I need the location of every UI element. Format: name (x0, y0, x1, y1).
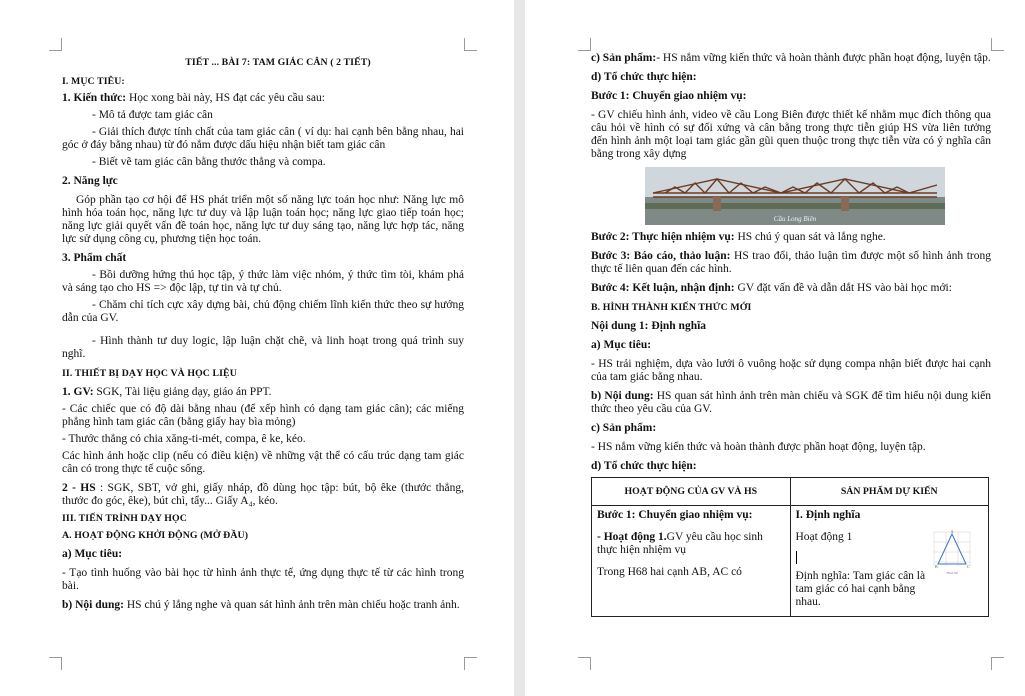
product-line (591, 52, 991, 65)
page-corner-mark (991, 38, 1004, 51)
step3-line (591, 250, 991, 276)
step3-text: HS trao đổi, thảo luận tìm được một số hình ảnh trong thực tế liên quan đến các hình. (591, 250, 991, 275)
cell-activity-label: - Hoạt động 1. (597, 531, 667, 543)
teacher-label: 1. GV: (62, 386, 94, 398)
vertex-label-b: B (935, 564, 938, 569)
knowledge-item: - Mô tả được tam giác cân (92, 109, 213, 121)
product-label: c) Sản phẩm: (591, 52, 657, 64)
student-line (62, 482, 464, 508)
quality-item: - Bồi dưỡng hứng thú học tập, ý thức làm việc nhóm, ý thức tìm tòi, khám phá và sáng tạo cho HS => độc lập, tự tin và tự chủ. (62, 269, 464, 294)
vertex-label-a: A (950, 529, 954, 534)
step1-text: - GV chiếu hình ảnh, video về cầu Long Biên được thiết kế nhằm mục đích thông qua câu hỏi về hình có sự đối xứng và cân bằng trong thực tiễn giúp HS vừa liên tưởng đến hình ảnh một loại tam giác gần gũi quen thuộc trong thực tiễn vừa có ý nghĩa cân bằng trong xây dựng (591, 109, 991, 160)
cell-activity-line (597, 531, 785, 557)
objective-text: - HS trải nghiệm, dựa vào lưới ô vuông hoặc sử dụng compa nhận biết được hai cạnh của tam giác bằng nhau. (591, 358, 991, 383)
quality-item: - Hình thành tư duy logic, lập luận chặt chẽ, và linh hoạt trong quá trình suy nghĩ. (62, 335, 464, 360)
knowledge-line (62, 92, 464, 105)
objective-text: - Tạo tình huống vào bài học từ hình ảnh thực tế, ứng dụng thực tế từ các hình trong bài. (62, 567, 464, 592)
page-corner-mark (991, 657, 1004, 670)
page-corner-mark (49, 38, 62, 51)
step1-label: Bước 1: Chuyển giao nhiệm vụ: (591, 90, 747, 102)
section-heading-new-knowledge: B. HÌNH THÀNH KIẾN THỨC MỚI (591, 302, 752, 313)
content-label: b) Nội dung: (62, 599, 124, 611)
document-page-right (525, 0, 1025, 696)
section-heading-equipment: II. THIẾT BỊ DẠY HỌC VÀ HỌC LIỆU (62, 368, 237, 379)
knowledge-item: - Giải thích được tính chất của tam giác cân ( ví dụ: hai cạnh bên bằng nhau, hai góc ở đáy bằng nhau) từ đó nắm được dấu hiệu nhận biết tam giác cân (62, 126, 464, 151)
right-page-content (591, 52, 991, 617)
cell-h68-line: Trong H68 hai cạnh AB, AC có (597, 566, 742, 578)
knowledge-item: - Biết vẽ tam giác cân bằng thước thẳng và compa. (92, 156, 326, 168)
page-corner-mark (464, 657, 477, 670)
step2-line (591, 231, 991, 244)
product-text: - HS nắm vững kiến thức và hoàn thành được phần hoạt động, luyện tập. (591, 441, 926, 453)
left-page-content (62, 56, 464, 612)
figure-caption: Hình 68 (946, 571, 958, 575)
teacher-item: - Các chiếc que có độ dài bằng nhau (để xếp hình có dạng tam giác cân); các miếng phẳng hình tam giác cân (bằng giấy hay bìa mỏng) (62, 403, 464, 428)
content-line (591, 390, 991, 416)
step3-label: Bước 3: Báo cáo, thảo luận: (591, 250, 731, 262)
bridge-caption: Cầu Long Biên (773, 215, 817, 223)
page-corner-mark (578, 657, 591, 670)
vertex-label-c: C (967, 564, 970, 569)
teacher-text: SGK, Tài liệu giảng dạy, giáo án PPT. (93, 386, 272, 398)
organize-label: d) Tổ chức thực hiện: (591, 71, 697, 83)
section-heading-objectives: I. MỤC TIÊU: (62, 76, 125, 87)
knowledge-text: Học xong bài này, HS đạt các yêu cầu sau: (126, 92, 325, 104)
content-text: HS quan sát hình ảnh trên màn chiếu và SGK để tìm hiểu nội dung kiến thức theo yêu cầu của GV. (591, 390, 991, 415)
student-text: : SGK, SBT, vở ghi, giấy nháp, đồ dùng học tập: bút, bộ êke (thước thẳng, thước đo góc, êke), bút chì, tẩy... Giấy A₄, kéo. (62, 482, 464, 507)
quality-heading: 3. Phẩm chất (62, 252, 127, 264)
table-cell-product (790, 506, 989, 617)
page-corner-mark (49, 657, 62, 670)
objective-label: a) Mục tiêu: (591, 339, 652, 351)
isosceles-triangle-figure (930, 528, 974, 576)
organize-label: d) Tổ chức thực hiện: (591, 460, 697, 472)
objective-label: a) Mục tiêu: (62, 548, 123, 560)
knowledge-label: 1. Kiến thức: (62, 92, 127, 104)
step2-text: HS chú ý quan sát và lắng nghe. (734, 231, 886, 243)
teacher-item: - Thước thẳng có chia xăng-ti-mét, compa, ê ke, kéo. (62, 433, 306, 445)
product-text: - HS nắm vững kiến thức và hoàn thành được phần hoạt động, luyện tập. (656, 52, 991, 64)
table-header-product: SẢN PHẨM DỰ KIẾN (790, 478, 989, 506)
activity-table (591, 477, 989, 617)
table-header-row (592, 478, 989, 506)
teacher-item: Các hình ảnh hoặc clip (nếu có điều kiện) về những vật thể có cấu trúc dạng tam giác cân có trong thực tế cuộc sống. (62, 450, 464, 475)
section-heading-warmup: A. HOẠT ĐỘNG KHỞI ĐỘNG (MỞ ĐẦU) (62, 530, 249, 541)
content-label: b) Nội dung: (591, 390, 654, 402)
step4-text: GV đặt vấn đề và dẫn dắt HS vào bài học mới: (734, 282, 952, 294)
competence-text: Góp phần tạo cơ hội để HS phát triển một số năng lực toán học như: Năng lực mô hình hóa toán học, năng lực tư duy và lập luận toán học; năng lực giao tiếp toán học; năng lực giải quyết vấn đề toán học, năng lực tư duy sáng tạo, năng lực hợp tác, năng lực sử dụng công cụ, phương tiện học toán. (62, 194, 464, 245)
step4-label: Bước 4: Kết luận, nhận định: (591, 282, 735, 294)
table-row (592, 506, 989, 617)
student-label: 2 - HS (62, 482, 96, 494)
table-header-activity: HOẠT ĐỘNG CỦA GV VÀ HS (592, 478, 791, 506)
content-line (62, 599, 464, 612)
lesson-title: TIẾT ... BÀI 7: TAM GIÁC CÂN ( 2 TIẾT) (185, 57, 371, 68)
content1-heading: Nội dung 1: Định nghĩa (591, 320, 707, 332)
cell-activity-1: Hoạt động 1 (795, 531, 853, 543)
product-label: c) Sản phẩm: (591, 422, 657, 434)
cell-definition-heading: I. Định nghĩa (795, 509, 861, 521)
bridge-image (645, 167, 945, 225)
page-corner-mark (464, 38, 477, 51)
table-cell-activity (592, 506, 791, 617)
quality-item: - Chăm chỉ tích cực xây dựng bài, chủ động chiếm lĩnh kiến thức theo sự hướng dẫn của GV. (62, 299, 464, 324)
section-heading-process: III. TIẾN TRÌNH DẠY HỌC (62, 513, 187, 524)
cell-activity-text: GV yêu cầu học sinh thực hiện nhiệm vụ (597, 531, 763, 556)
cell-step1: Bước 1: Chuyển giao nhiệm vụ: (597, 509, 753, 521)
cell-definition-text: Định nghĩa: Tam giác cân là tam giác có hai cạnh bằng nhau. (795, 570, 926, 609)
step2-label: Bước 2: Thực hiện nhiệm vụ: (591, 231, 735, 243)
step4-line (591, 282, 991, 295)
competence-heading: 2. Năng lực (62, 175, 118, 187)
content-text: HS chú ý lắng nghe và quan sát hình ảnh trên màn chiếu hoặc tranh ảnh. (124, 599, 460, 611)
teacher-line (62, 386, 464, 399)
page-corner-mark (578, 38, 591, 51)
